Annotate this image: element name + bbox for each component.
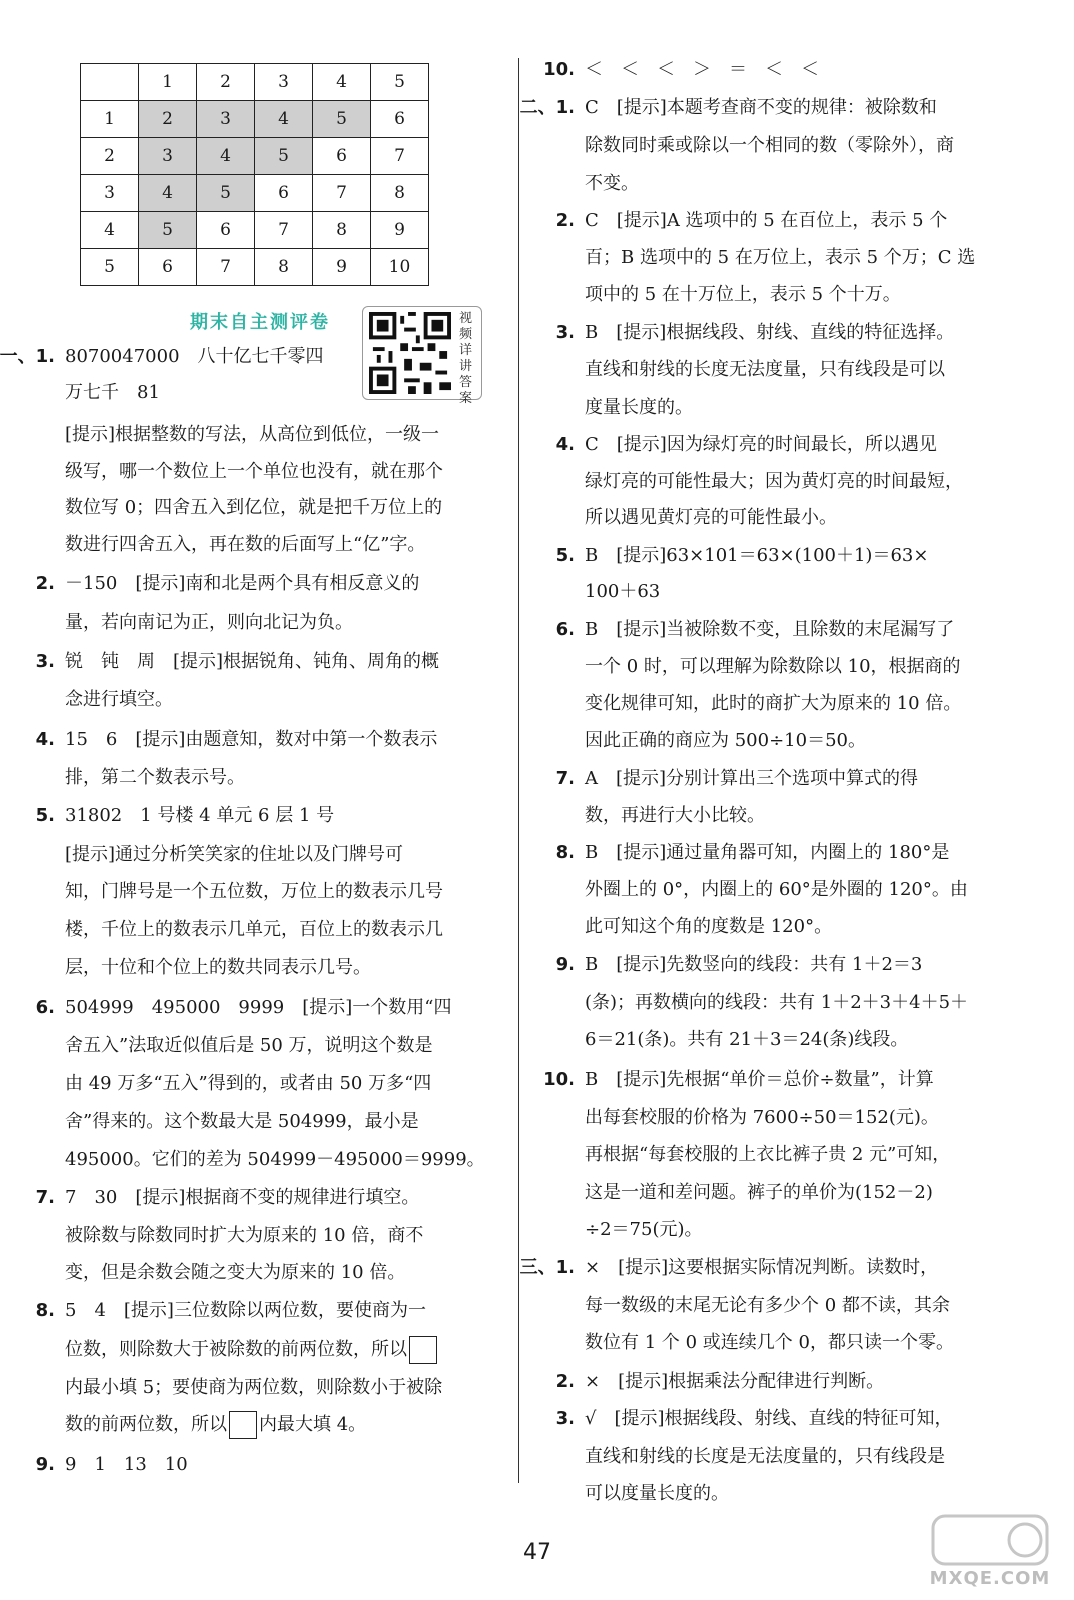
answer-line <box>0 989 451 1026</box>
answer-line <box>513 426 937 463</box>
table-cell: 3 <box>255 64 313 101</box>
table-cell: 6 <box>255 175 313 212</box>
question-number: 6. <box>555 619 575 640</box>
answer-line <box>585 499 837 536</box>
answer-text: 级写，哪一个数位上一个单位也没有，就在那个 <box>65 461 443 482</box>
table-cell: 8 <box>255 249 313 286</box>
answer-text: 8070047000 八十亿七千零四 <box>65 346 324 367</box>
table-cell: 5 <box>139 212 197 249</box>
answer-line <box>585 1099 939 1136</box>
question-number: 4. <box>35 729 55 750</box>
answer-text: 数位有 1 个 0 或连续几个 0，都只读一个零。 <box>585 1332 954 1353</box>
table-cell: 6 <box>313 138 371 175</box>
page-number: 47 <box>523 1540 551 1565</box>
answer-line <box>585 573 660 610</box>
answer-line <box>585 1174 933 1211</box>
question-number: 9. <box>555 954 575 975</box>
answer-line <box>65 604 353 641</box>
table-cell <box>81 64 139 101</box>
table-cell: 10 <box>371 249 429 286</box>
answer-text: 可以度量长度的。 <box>585 1483 729 1504</box>
answer-text: 度量长度的。 <box>585 397 693 418</box>
answer-text: 项中的 5 在十万位上，表示 5 个十万。 <box>585 284 901 305</box>
table-cell: 7 <box>313 175 371 212</box>
answer-line <box>585 165 639 202</box>
table-cell: 5 <box>313 101 371 138</box>
answer-line <box>513 834 949 871</box>
answer-text: 15 6 [提示]由题意知，数对中第一个数表示 <box>65 729 438 750</box>
table-cell: 2 <box>139 101 197 138</box>
table-cell: 1 <box>139 64 197 101</box>
section-title: 期末自主测评卷 <box>190 312 330 333</box>
answer-line <box>585 276 901 313</box>
table-row <box>81 212 429 249</box>
table-cell: 1 <box>81 101 139 138</box>
answer-text: 495000。它们的差为 504999－495000＝9999。 <box>65 1149 485 1170</box>
answer-text: A [提示]分别计算出三个选项中算式的得 <box>585 768 919 789</box>
answer-text: C [提示]因为绿灯亮的时间最长，所以遇见 <box>585 434 937 455</box>
table-cell: 8 <box>371 175 429 212</box>
question-number: 5. <box>555 545 575 566</box>
question-number: 二、1. <box>519 97 575 118</box>
answer-line <box>65 1369 442 1406</box>
answer-text: 量，若向南记为正，则向北记为负。 <box>65 612 353 633</box>
answer-line <box>585 1324 954 1361</box>
answer-line <box>513 1363 884 1400</box>
answer-line <box>513 314 954 351</box>
answer-line <box>585 685 961 722</box>
answer-text: 百；B 选项中的 5 在万位上，表示 5 个万；C 选 <box>585 247 976 268</box>
answer-text: 内最小填 5；要使商为两位数，则除数小于被除 <box>65 1377 443 1398</box>
answer-text: －150 [提示]南和北是两个具有相反意义的 <box>65 573 420 594</box>
answer-line <box>585 351 945 388</box>
answer-text: 锐 钝 周 [提示]根据锐角、钝角、周角的概 <box>65 651 440 672</box>
answer-line <box>585 1287 950 1324</box>
table-cell: 4 <box>139 175 197 212</box>
answer-line <box>65 1254 405 1291</box>
answer-line <box>513 1249 938 1286</box>
answer-line <box>65 759 245 796</box>
answer-text: ＜ ＜ ＜ ＞ ＝ ＜ ＜ <box>585 59 819 80</box>
table-cell: 7 <box>197 249 255 286</box>
table-cell: 9 <box>313 249 371 286</box>
answer-text: 一个 0 时，可以理解为除数除以 10，根据商的 <box>585 656 961 677</box>
answer-text: 内最大填 4。 <box>259 1414 367 1435</box>
answer-text: 100＋63 <box>585 581 661 602</box>
answer-line <box>585 984 968 1021</box>
answer-line <box>65 873 443 910</box>
answer-line <box>585 908 832 945</box>
table-cell: 5 <box>255 138 313 175</box>
question-number: 三、1. <box>519 1257 575 1278</box>
table-row <box>81 175 429 212</box>
question-number: 3. <box>555 1408 575 1429</box>
table-cell: 7 <box>255 212 313 249</box>
question-number: 7. <box>555 768 575 789</box>
answer-line <box>513 89 937 126</box>
answer-text: 舍”得来的。这个数最大是 504999，最小是 <box>65 1111 419 1132</box>
table-cell: 6 <box>371 101 429 138</box>
table-cell: 7 <box>371 138 429 175</box>
answer-text: 7 30 [提示]根据商不变的规律进行填空。 <box>65 1187 420 1208</box>
answer-line <box>65 681 173 718</box>
answer-text: 数位写 0；四舍五入到亿位，就是把千万位上的 <box>65 497 443 518</box>
qr-code[interactable] <box>362 306 482 406</box>
answer-line <box>65 416 439 453</box>
answer-text: 除数同时乘或除以一个相同的数（零除外），商 <box>585 135 954 156</box>
answer-text: 知，门牌号是一个五位数，万位上的数表示几号 <box>65 881 443 902</box>
answer-line <box>65 1141 485 1178</box>
table-cell: 9 <box>371 212 429 249</box>
answer-line <box>0 565 419 602</box>
question-number: 一、1. <box>0 346 55 367</box>
answer-text: 被除数与除数同时扩大为原来的 10 倍，商不 <box>65 1225 424 1246</box>
answer-line <box>585 722 866 759</box>
answer-line <box>513 946 922 983</box>
watermark-text: MXQE.COM <box>929 1568 1051 1589</box>
answer-line <box>585 1475 729 1512</box>
table-row <box>81 249 429 286</box>
question-number: 2. <box>555 1371 575 1392</box>
answer-text: 位数，则除数大于被除数的前两位数，所以 <box>65 1339 407 1360</box>
table-cell: 4 <box>81 212 139 249</box>
answer-text: 出每套校服的价格为 7600÷50＝152(元)。 <box>585 1107 939 1128</box>
addition-table <box>80 63 429 286</box>
question-number: 4. <box>555 434 575 455</box>
answer-text: 所以遇见黄灯亮的可能性最小。 <box>585 507 837 528</box>
answer-line <box>585 389 693 426</box>
table-cell: 2 <box>81 138 139 175</box>
answer-text: 5 4 [提示]三位数除以两位数，要使商为一 <box>65 1300 426 1321</box>
answer-line <box>65 1406 366 1443</box>
table-cell: 5 <box>81 249 139 286</box>
question-number: 9. <box>35 1454 55 1475</box>
watermark-logo-icon <box>925 1510 1055 1570</box>
question-number: 7. <box>35 1187 55 1208</box>
answer-text: 数的前两位数，所以 <box>65 1414 227 1435</box>
answer-text: B [提示]通过量角器可知，内圈上的 180°是 <box>585 842 950 863</box>
answer-line <box>65 1217 423 1254</box>
answer-line <box>0 797 334 834</box>
answer-line <box>0 338 324 375</box>
answer-text: 绿灯亮的可能性最大；因为黄灯亮的时间最短， <box>585 471 963 492</box>
answer-text: [提示]根据整数的写法，从高位到低位，一级一 <box>65 424 440 445</box>
answer-text: C [提示]本题考查商不变的规律：被除数和 <box>585 97 937 118</box>
table-row <box>81 101 429 138</box>
table-cell: 3 <box>197 101 255 138</box>
answer-line <box>0 1179 419 1216</box>
qr-code-icon <box>368 312 452 394</box>
answer-text: 504999 495000 9999 [提示]一个数用“四 <box>65 997 452 1018</box>
answer-line <box>65 949 371 986</box>
answer-line <box>0 1446 188 1483</box>
question-number: 8. <box>555 842 575 863</box>
answer-line <box>585 239 975 276</box>
answer-line <box>585 871 968 908</box>
answer-text: √ [提示]根据线段、射线、直线的特征可知， <box>585 1408 953 1429</box>
answer-text: 每一数级的末尾无论有多少个 0 都不读，其余 <box>585 1295 950 1316</box>
answer-line <box>65 836 403 873</box>
answer-line <box>513 1061 934 1098</box>
answer-line <box>585 1021 908 1058</box>
question-number: 6. <box>35 997 55 1018</box>
answer-line <box>513 202 947 239</box>
answer-line <box>513 611 954 648</box>
answer-text: 层，十位和个位上的数共同表示几号。 <box>65 957 371 978</box>
answer-line <box>65 1103 419 1140</box>
answer-text: 楼，千位上的数表示几单元，百位上的数表示几 <box>65 919 443 940</box>
answer-line <box>0 721 437 758</box>
answer-text: 不变。 <box>585 173 639 194</box>
qr-label: 视频详讲答案 <box>459 311 473 406</box>
table-cell: 5 <box>371 64 429 101</box>
blank-box <box>229 1411 257 1439</box>
answer-line <box>585 1438 945 1475</box>
answer-line <box>585 1211 702 1248</box>
answer-line <box>65 526 425 563</box>
table-cell: 6 <box>139 249 197 286</box>
answer-line <box>513 760 918 797</box>
answer-text: × [提示]根据乘法分配律进行判断。 <box>585 1371 885 1392</box>
table-cell: 4 <box>255 101 313 138</box>
answer-text: C [提示]A 选项中的 5 在百位上，表示 5 个 <box>585 210 948 231</box>
answer-text: 由 49 万多“五入”得到的，或者由 50 万多“四 <box>65 1073 432 1094</box>
answer-line <box>585 797 765 834</box>
table-cell: 6 <box>197 212 255 249</box>
answer-text: B [提示]根据线段、射线、直线的特征选择。 <box>585 322 955 343</box>
answer-text: B [提示]先根据“单价＝总价÷数量”，计算 <box>585 1069 934 1090</box>
answer-text: 念进行填空。 <box>65 689 173 710</box>
answer-text: 再根据“每套校服的上衣比裤子贵 2 元”可知， <box>585 1144 951 1165</box>
question-number: 3. <box>555 322 575 343</box>
answer-text: 变，但是余数会随之变大为原来的 10 倍。 <box>65 1262 406 1283</box>
answer-text: × [提示]这要根据实际情况判断。读数时， <box>585 1257 939 1278</box>
answer-line <box>513 537 928 574</box>
answer-text: 数，再进行大小比较。 <box>585 805 765 826</box>
table-cell: 4 <box>313 64 371 101</box>
watermark <box>925 1510 1055 1592</box>
answer-line <box>65 1331 439 1368</box>
answer-line <box>65 911 443 948</box>
answer-text: 直线和射线的长度是无法度量的，只有线段是 <box>585 1446 945 1467</box>
table-cell: 8 <box>313 212 371 249</box>
table-cell: 2 <box>197 64 255 101</box>
answer-text: 直线和射线的长度无法度量，只有线段是可以 <box>585 359 945 380</box>
answer-line <box>585 1136 950 1173</box>
answer-text: 变化规律可知，此时的商扩大为原来的 10 倍。 <box>585 693 962 714</box>
answer-line <box>513 51 819 88</box>
answer-text: B [提示]63×101＝63×(100＋1)＝63× <box>585 545 929 566</box>
answer-text: B [提示]当被除数不变，且除数的末尾漏写了 <box>585 619 955 640</box>
blank-box <box>409 1336 437 1364</box>
answer-line <box>585 463 963 500</box>
answer-text: 9 1 13 10 <box>65 1454 188 1475</box>
answer-text: B [提示]先数竖向的线段：共有 1＋2＝3 <box>585 954 923 975</box>
table-cell: 4 <box>197 138 255 175</box>
question-number: 2. <box>555 210 575 231</box>
question-number: 10. <box>543 1069 575 1090</box>
answer-line <box>65 1065 431 1102</box>
answer-text: 6＝21(条)。共有 21＋3＝24(条)线段。 <box>585 1029 909 1050</box>
answer-text: [提示]通过分析笑笑家的住址以及门牌号可 <box>65 844 404 865</box>
question-number: 8. <box>35 1300 55 1321</box>
answer-line <box>65 1027 433 1064</box>
answer-text: 舍五入”法取近似值后是 50 万，说明这个数是 <box>65 1035 433 1056</box>
answer-text: (条)；再数横向的线段：共有 1＋2＋3＋4＋5＋ <box>585 992 969 1013</box>
answer-line <box>0 643 439 680</box>
answer-line <box>0 1292 426 1329</box>
answer-line <box>585 648 961 685</box>
answer-text: 因此正确的商应为 500÷10＝50。 <box>585 730 866 751</box>
question-number: 5. <box>35 805 55 826</box>
answer-line <box>65 374 160 411</box>
table-cell: 3 <box>81 175 139 212</box>
question-number: 3. <box>35 651 55 672</box>
answer-line <box>513 1400 953 1437</box>
answer-text: 排，第二个数表示号。 <box>65 767 245 788</box>
question-number: 10. <box>543 59 575 80</box>
answer-text: ÷2＝75(元)。 <box>585 1219 703 1240</box>
answer-text: 这是一道和差问题。裤子的单价为(152－2) <box>585 1182 933 1203</box>
table-cell: 5 <box>197 175 255 212</box>
table-row <box>81 138 429 175</box>
table-cell: 3 <box>139 138 197 175</box>
answer-line <box>65 453 443 490</box>
question-number: 2. <box>35 573 55 594</box>
answer-text: 31802 1 号楼 4 单元 6 层 1 号 <box>65 805 335 826</box>
answer-text: 万七千 81 <box>65 382 160 403</box>
answer-line <box>585 127 954 164</box>
answer-text: 此可知这个角的度数是 120°。 <box>585 916 833 937</box>
answer-line <box>65 489 442 526</box>
answer-text: 外圈上的 0°，内圈上的 60°是外圈的 120°。由 <box>585 879 968 900</box>
answer-text: 数进行四舍五入，再在数的后面写上“亿”字。 <box>65 534 426 555</box>
table-header-row <box>81 64 429 101</box>
